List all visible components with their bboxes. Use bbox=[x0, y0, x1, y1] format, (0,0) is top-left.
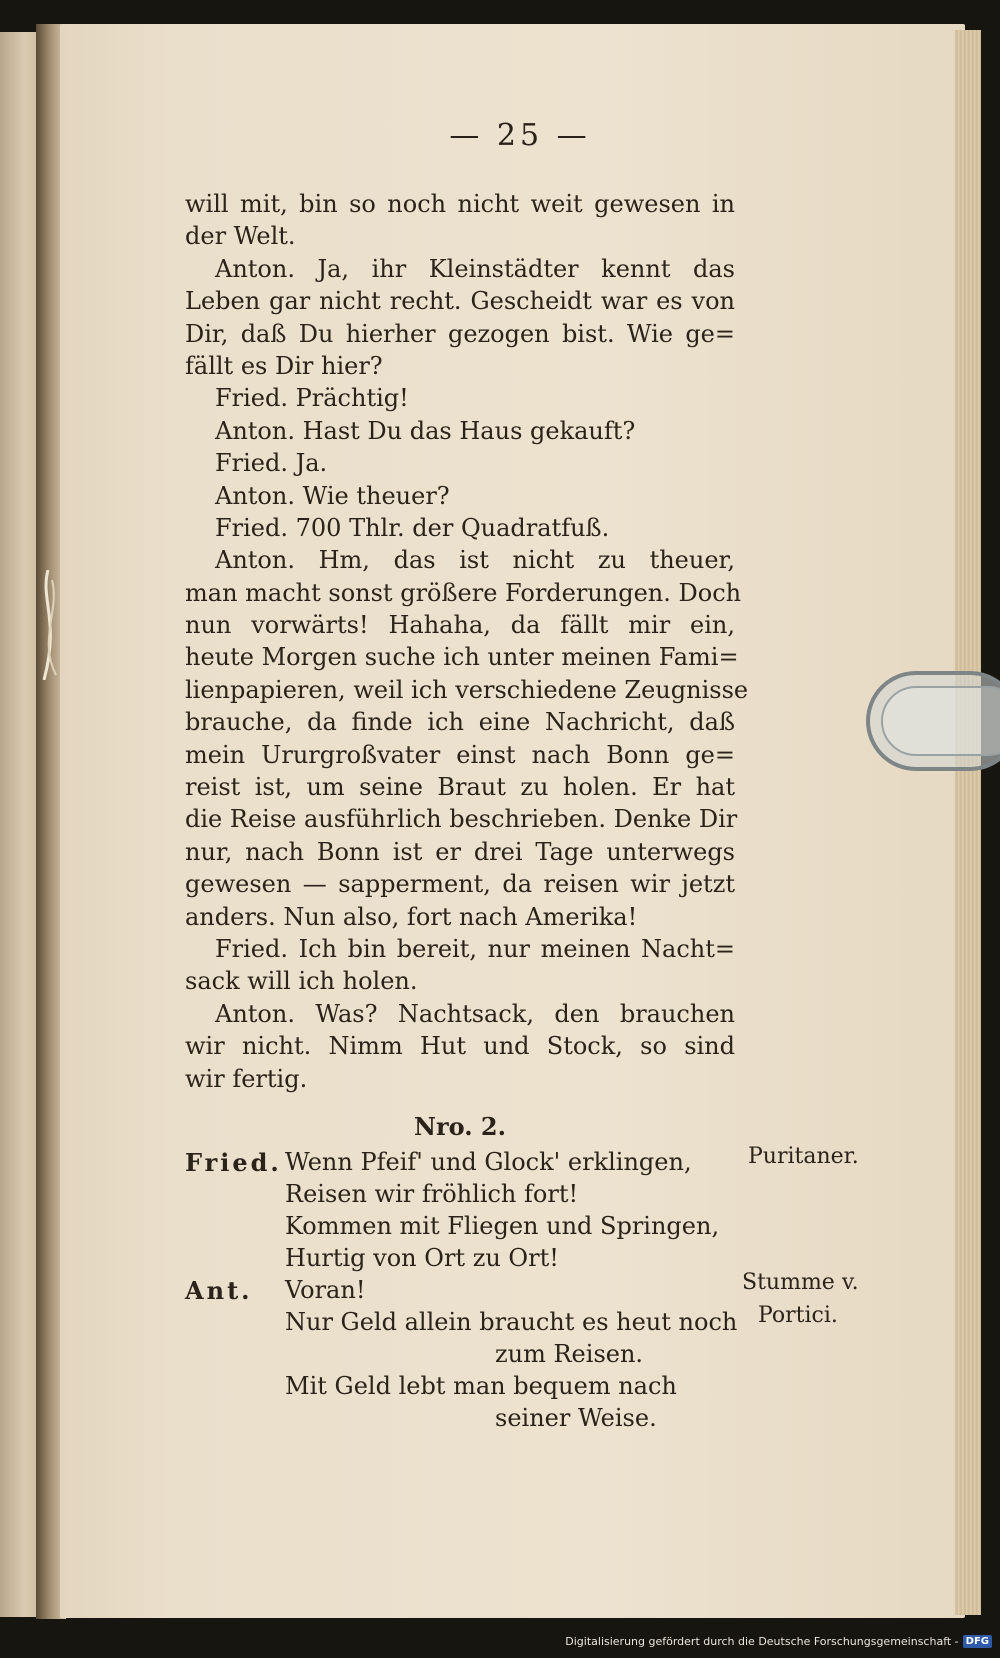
text-line: Fried. Ich bin bereit, nur meinen Nacht= bbox=[215, 934, 735, 963]
page-clip bbox=[858, 655, 1000, 785]
text-line: will mit, bin so noch nicht weit gewesen in bbox=[185, 190, 735, 218]
text-line: Fried. 700 Thlr. der Quadratfuß. bbox=[215, 513, 610, 542]
text-line: Anton. Wie theuer? bbox=[215, 481, 450, 510]
verse-line: zum Reisen. bbox=[495, 1340, 644, 1368]
binding-thread bbox=[30, 570, 70, 680]
text-line: der Welt. bbox=[185, 222, 296, 251]
text-line: gewesen — sapperment, da reisen wir jetzt bbox=[185, 870, 735, 899]
text-line: man macht sonst größere Forderungen. Doch bbox=[185, 578, 742, 607]
speaker-label: Fried. bbox=[185, 1148, 282, 1177]
text-line: wir fertig. bbox=[185, 1064, 308, 1093]
text-line: sack will ich holen. bbox=[185, 967, 418, 996]
text-line: wir nicht. Nimm Hut und Stock, so sind bbox=[185, 1032, 735, 1061]
verse-line: Mit Geld lebt man bequem nach bbox=[285, 1372, 677, 1400]
text-line: mein Ururgroßvater einst nach Bonn ge= bbox=[185, 740, 735, 769]
margin-note-stumme: Stumme v. bbox=[742, 1270, 859, 1295]
text-line: heute Morgen suche ich unter meinen Fami= bbox=[185, 643, 739, 672]
verse-line: Reisen wir fröhlich fort! bbox=[285, 1180, 579, 1208]
text-line: Fried. Ja. bbox=[215, 449, 328, 478]
dfg-logo-icon: DFG bbox=[963, 1635, 992, 1648]
margin-note-portici: Portici. bbox=[758, 1303, 838, 1328]
song-heading: Nro. 2. bbox=[414, 1112, 506, 1141]
text-line: Anton. Hast Du das Haus gekauft? bbox=[215, 416, 636, 445]
text-line: Anton. Hm, das ist nicht zu theuer, bbox=[215, 546, 735, 575]
text-line: Anton. Was? Nachtsack, den brauchen bbox=[215, 999, 735, 1028]
verse-line: Wenn Pfeif' und Glock' erklingen, bbox=[285, 1148, 692, 1176]
page-stack-edge bbox=[955, 30, 981, 1615]
page-number: — 25 — bbox=[449, 118, 591, 153]
body-text bbox=[185, 188, 749, 1095]
verse-line: Kommen mit Fliegen und Springen, bbox=[285, 1212, 720, 1240]
text-line: Anton. Ja, ihr Kleinstädter kennt das bbox=[215, 254, 735, 283]
text-line: anders. Nun also, fort nach Amerika! bbox=[185, 902, 638, 931]
text-line: die Reise ausführlich beschrieben. Denke Dir bbox=[185, 805, 738, 834]
text-line: brauche, da finde ich eine Nachricht, daß bbox=[185, 708, 735, 737]
text-line: Fried. Prächtig! bbox=[215, 384, 409, 413]
text-line: nur, nach Bonn ist er drei Tage unterwegs bbox=[185, 837, 735, 866]
text-line: nun vorwärts! Hahaha, da fällt mir ein, bbox=[185, 611, 735, 640]
verse-line: Voran! bbox=[285, 1276, 366, 1304]
verse-line: Nur Geld allein braucht es heut noch bbox=[285, 1308, 738, 1336]
verse-line: seiner Weise. bbox=[495, 1404, 657, 1432]
text-line: reist ist, um seine Braut zu holen. Er hat bbox=[185, 773, 735, 802]
text-line: fällt es Dir hier? bbox=[185, 351, 383, 380]
footer-text: Digitalisierung gefördert durch die Deutsche Forschungsgemeinschaft - bbox=[565, 1634, 959, 1648]
margin-note-puritaner: Puritaner. bbox=[748, 1144, 859, 1169]
text-line: lienpapieren, weil ich verschiedene Zeugnisse bbox=[185, 675, 749, 704]
text-line: Dir, daß Du hierher gezogen bist. Wie ge= bbox=[185, 319, 735, 348]
verse-line: Hurtig von Ort zu Ort! bbox=[285, 1244, 559, 1272]
song-block bbox=[185, 1148, 745, 1436]
speaker-label: Ant. bbox=[185, 1276, 253, 1305]
text-line: Leben gar nicht recht. Gescheidt war es von bbox=[185, 287, 735, 316]
digitization-footer bbox=[565, 1630, 992, 1652]
